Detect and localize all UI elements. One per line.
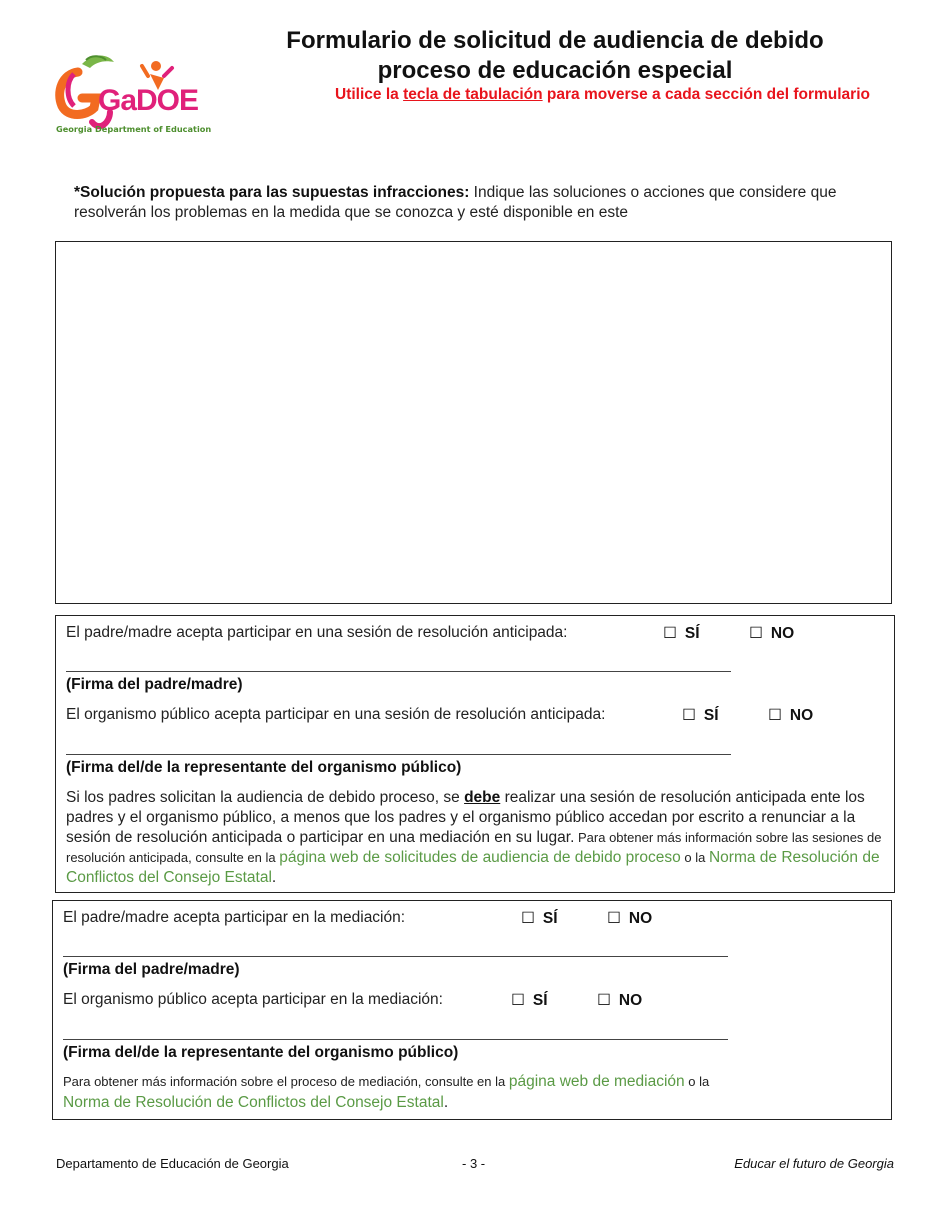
yes-label: SÍ	[684, 625, 700, 642]
mediation-webpage-link[interactable]: página web de mediación	[508, 1073, 685, 1090]
state-board-rule-link[interactable]: Norma de Resolución de Conflictos del Consejo Estatal	[66, 849, 880, 886]
note-more-info: Para obtener más información sobre las sesiones de resolución anticipada, consulte en la	[66, 830, 882, 865]
agency-signature-label: (Firma del/de la representante del organismo público)	[66, 759, 462, 776]
agency-resolution-yes-checkbox[interactable]	[682, 706, 719, 725]
proposed-solution-field[interactable]	[55, 241, 892, 604]
mediation-section	[52, 900, 892, 1120]
proposed-solution-instructions: Indique las soluciones o acciones que considere que resolverán los problemas en la medida que se conozca y esté disponible en este	[74, 184, 837, 221]
agency-mediation-signature-line[interactable]	[63, 1039, 728, 1040]
footer-tagline: Educar el futuro de Georgia	[734, 1156, 894, 1171]
early-resolution-note	[66, 788, 884, 888]
parent-resolution-signature-line[interactable]	[66, 671, 731, 672]
agency-signature-label: (Firma del/de la representante del organismo público)	[63, 1044, 459, 1061]
parent-signature-label: (Firma del padre/madre)	[66, 676, 243, 693]
proposed-solution-label: *Solución propuesta para las supuestas infracciones:	[74, 184, 470, 201]
note-text-continued: realizar una sesión de resolución anticipada ente los padres y el organismo público, a menos que los padres y el organismo público accedan por escrito a renunciar a la sesión de resolución anticipada o participar en una mediación en su lugar.	[66, 789, 865, 846]
checkbox-glyph: ☐	[768, 707, 782, 724]
note-emphasis: debe	[464, 789, 501, 806]
checkbox-glyph: ☐	[597, 992, 611, 1009]
mediation-note-text: Para obtener más información sobre el proceso de mediación, consulte en la	[63, 1074, 509, 1089]
parent-resolution-no-checkbox[interactable]	[749, 624, 794, 643]
parent-mediation-yes-checkbox[interactable]	[521, 909, 558, 928]
tab-instruction-prefix: Utilice la	[335, 86, 404, 103]
logo-text: GaDOE	[98, 84, 199, 117]
proposed-solution-prompt	[74, 183, 854, 223]
gadoe-logo	[52, 52, 214, 138]
mediation-state-board-rule-link[interactable]: Norma de Resolución de Conflictos del Consejo Estatal	[63, 1094, 444, 1111]
form-title	[230, 26, 880, 86]
checkbox-glyph: ☐	[511, 992, 525, 1009]
form-title-line2: proceso de educación especial	[377, 57, 733, 84]
note-text: Si los padres solicitan la audiencia de debido proceso, se	[66, 789, 465, 806]
checkbox-glyph: ☐	[682, 707, 696, 724]
logo-subtext: Georgia Department of Education	[56, 124, 212, 134]
agency-mediation-question: El organismo público acepta participar en la mediación:	[63, 991, 443, 1008]
agency-mediation-no-checkbox[interactable]	[597, 991, 642, 1010]
note-connector: o la	[680, 850, 709, 865]
tab-instruction-suffix: para moverse a cada sección del formulario	[542, 86, 870, 103]
parent-mediation-signature-line[interactable]	[63, 956, 728, 957]
agency-resolution-no-checkbox[interactable]	[768, 706, 813, 725]
parent-signature-label: (Firma del padre/madre)	[63, 961, 240, 978]
due-process-webpage-link[interactable]: página web de solicitudes de audiencia de debido proceso	[279, 849, 681, 866]
no-label: NO	[618, 992, 643, 1009]
yes-label: SÍ	[542, 910, 558, 927]
tab-key-text: tecla de tabulación	[403, 86, 543, 103]
note-end: .	[271, 869, 277, 886]
checkbox-glyph: ☐	[521, 910, 535, 927]
checkbox-glyph: ☐	[749, 625, 763, 642]
no-label: NO	[628, 910, 653, 927]
mediation-note-connector: o la	[684, 1074, 710, 1089]
yes-label: SÍ	[703, 707, 719, 724]
footer-page-number: - 3 -	[462, 1156, 486, 1171]
early-resolution-section	[55, 615, 895, 893]
parent-resolution-yes-checkbox[interactable]	[663, 624, 700, 643]
checkbox-glyph: ☐	[663, 625, 677, 642]
tab-instruction	[270, 86, 870, 104]
yes-label: SÍ	[532, 992, 548, 1009]
parent-resolution-question: El padre/madre acepta participar en una sesión de resolución anticipada:	[66, 624, 568, 641]
form-title-line1: Formulario de solicitud de audiencia de debido	[286, 27, 824, 54]
parent-mediation-no-checkbox[interactable]	[607, 909, 652, 928]
agency-resolution-question: El organismo público acepta participar en una sesión de resolución anticipada:	[66, 706, 606, 723]
parent-mediation-question: El padre/madre acepta participar en la mediación:	[63, 909, 406, 926]
agency-resolution-signature-line[interactable]	[66, 754, 731, 755]
checkbox-glyph: ☐	[607, 910, 621, 927]
mediation-note	[63, 1071, 863, 1113]
no-label: NO	[770, 625, 795, 642]
mediation-note-end: .	[443, 1094, 449, 1111]
footer-department: Departamento de Educación de Georgia	[56, 1156, 289, 1171]
no-label: NO	[789, 707, 814, 724]
agency-mediation-yes-checkbox[interactable]	[511, 991, 548, 1010]
